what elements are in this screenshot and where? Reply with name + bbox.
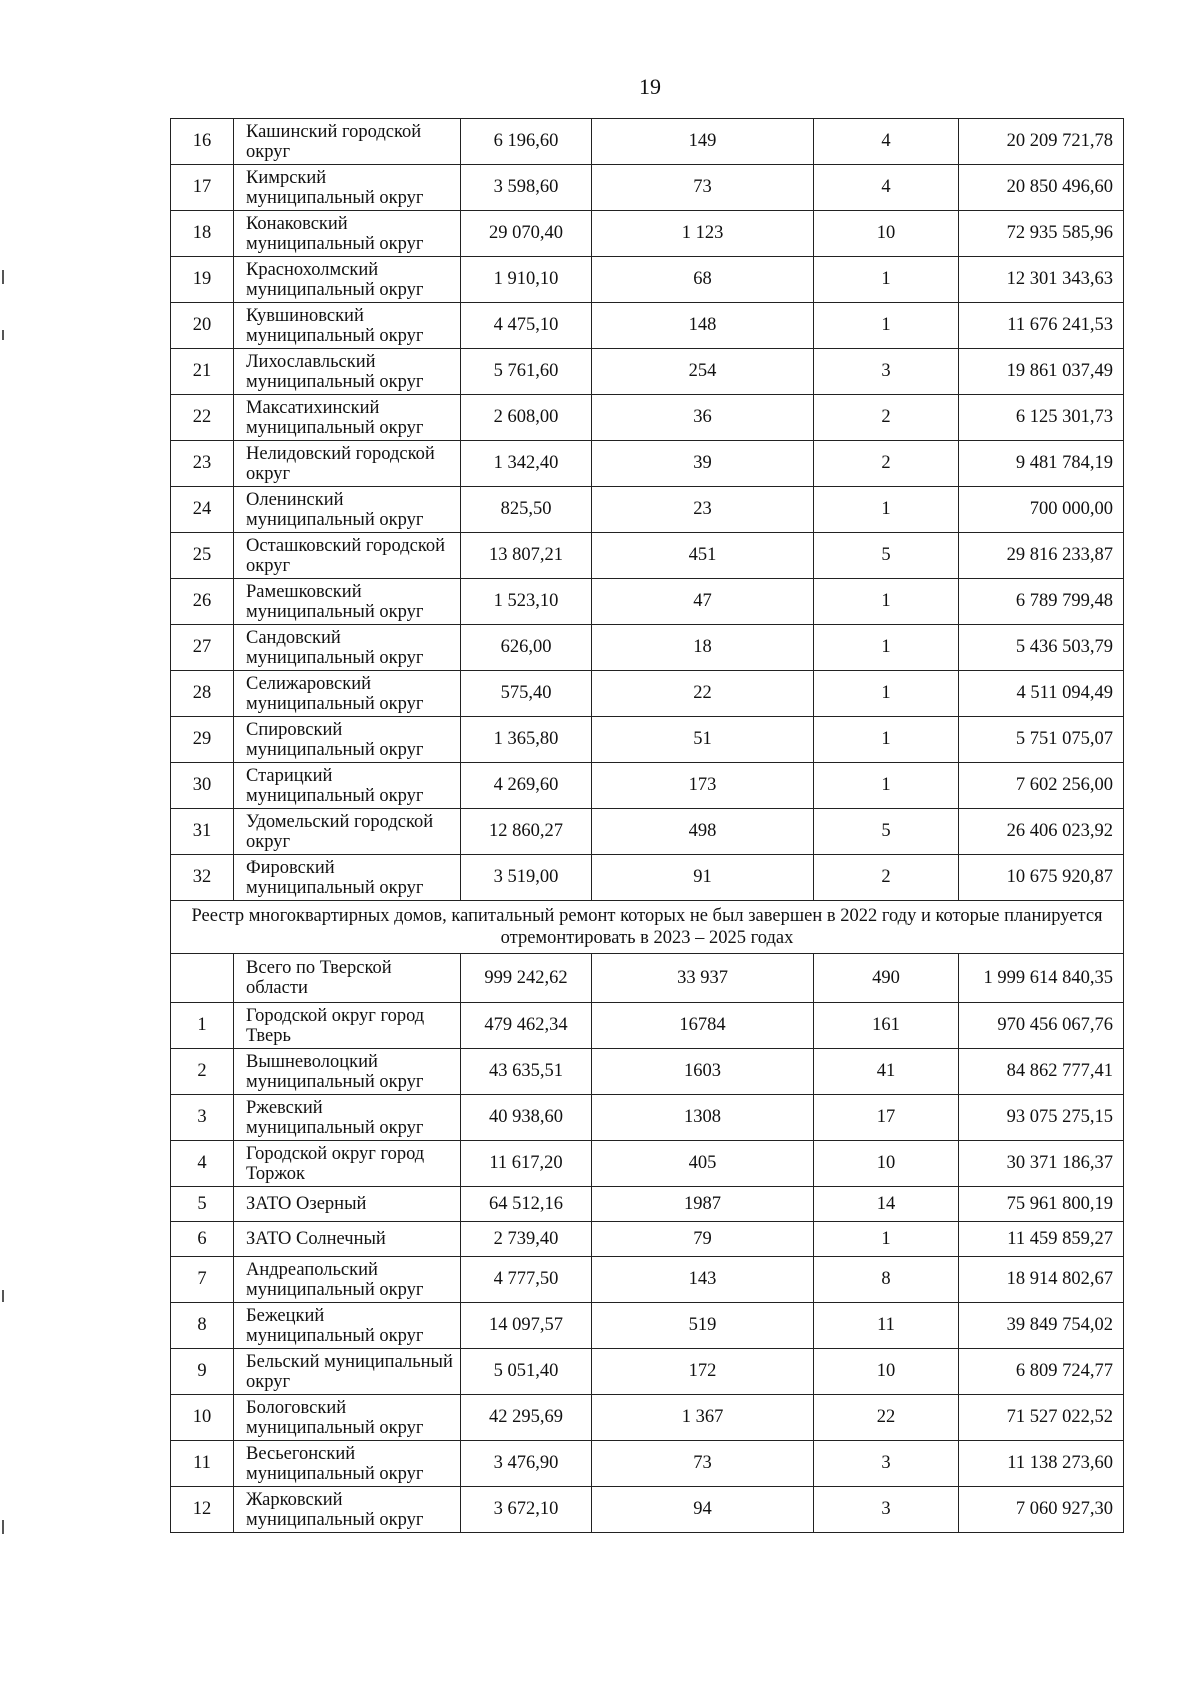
row-number: 11 — [171, 1441, 234, 1487]
district-name: Городской округ город Торжок — [234, 1141, 461, 1187]
registry-table — [170, 118, 1124, 1533]
row-number: 2 — [171, 1049, 234, 1095]
houses-value: 22 — [814, 1395, 959, 1441]
houses-value: 1 — [814, 671, 959, 717]
row-number: 20 — [171, 303, 234, 349]
area-value: 14 097,57 — [461, 1303, 592, 1349]
area-value: 11 617,20 — [461, 1141, 592, 1187]
cost-value: 5 751 075,07 — [959, 717, 1124, 763]
table-row — [171, 257, 1124, 303]
cost-value: 970 456 067,76 — [959, 1003, 1124, 1049]
row-number: 25 — [171, 533, 234, 579]
district-name: Фировский муниципальный округ — [234, 855, 461, 901]
people-value: 148 — [592, 303, 814, 349]
houses-value: 1 — [814, 763, 959, 809]
people-value: 73 — [592, 165, 814, 211]
area-value: 4 475,10 — [461, 303, 592, 349]
table-row — [171, 1141, 1124, 1187]
row-number: 21 — [171, 349, 234, 395]
table-row — [171, 763, 1124, 809]
district-name: Оленинский муниципальный округ — [234, 487, 461, 533]
area-value: 5 761,60 — [461, 349, 592, 395]
cost-value: 12 301 343,63 — [959, 257, 1124, 303]
area-value: 42 295,69 — [461, 1395, 592, 1441]
people-value: 68 — [592, 257, 814, 303]
cost-value: 71 527 022,52 — [959, 1395, 1124, 1441]
houses-value: 4 — [814, 165, 959, 211]
people-value: 39 — [592, 441, 814, 487]
houses-value: 3 — [814, 349, 959, 395]
cost-value: 20 850 496,60 — [959, 165, 1124, 211]
area-value: 999 242,62 — [461, 954, 592, 1003]
district-name: Вышневолоцкий муниципальный округ — [234, 1049, 461, 1095]
table-body-bottom — [171, 1003, 1124, 1533]
area-value: 3 476,90 — [461, 1441, 592, 1487]
table-row — [171, 579, 1124, 625]
row-number: 19 — [171, 257, 234, 303]
people-value: 173 — [592, 763, 814, 809]
houses-value: 5 — [814, 533, 959, 579]
houses-value: 161 — [814, 1003, 959, 1049]
table-row — [171, 487, 1124, 533]
table-row — [171, 625, 1124, 671]
houses-value: 1 — [814, 625, 959, 671]
table-row — [171, 303, 1124, 349]
district-name: Ржевский муниципальный округ — [234, 1095, 461, 1141]
area-value: 1 910,10 — [461, 257, 592, 303]
total-row — [171, 954, 1124, 1003]
row-number: 29 — [171, 717, 234, 763]
people-value: 1308 — [592, 1095, 814, 1141]
people-value: 498 — [592, 809, 814, 855]
district-name: Спировский муниципальный округ — [234, 717, 461, 763]
margin-mark — [2, 330, 4, 340]
cost-value: 18 914 802,67 — [959, 1257, 1124, 1303]
district-name: Жарковский муниципальный округ — [234, 1487, 461, 1533]
area-value: 4 269,60 — [461, 763, 592, 809]
district-name: Максатихинский муниципальный округ — [234, 395, 461, 441]
table-body-top — [171, 119, 1124, 901]
area-value: 479 462,34 — [461, 1003, 592, 1049]
cost-value: 11 138 273,60 — [959, 1441, 1124, 1487]
people-value: 451 — [592, 533, 814, 579]
district-name: ЗАТО Солнечный — [234, 1222, 461, 1257]
table-row — [171, 1222, 1124, 1257]
district-name: Осташковский городской округ — [234, 533, 461, 579]
people-value: 172 — [592, 1349, 814, 1395]
margin-mark — [2, 1290, 4, 1302]
table-row — [171, 395, 1124, 441]
table-row — [171, 533, 1124, 579]
houses-value: 17 — [814, 1095, 959, 1141]
row-number: 9 — [171, 1349, 234, 1395]
cost-value: 72 935 585,96 — [959, 211, 1124, 257]
people-value: 51 — [592, 717, 814, 763]
houses-value: 1 — [814, 487, 959, 533]
row-number: 5 — [171, 1187, 234, 1222]
table-row — [171, 671, 1124, 717]
table-row — [171, 1187, 1124, 1222]
table-row — [171, 165, 1124, 211]
cost-value: 93 075 275,15 — [959, 1095, 1124, 1141]
area-value: 12 860,27 — [461, 809, 592, 855]
district-name: Андреапольский муниципальный округ — [234, 1257, 461, 1303]
houses-value: 3 — [814, 1487, 959, 1533]
district-name: Нелидовский городской округ — [234, 441, 461, 487]
table-row — [171, 855, 1124, 901]
houses-value: 4 — [814, 119, 959, 165]
page-number: 19 — [639, 74, 661, 99]
area-value: 64 512,16 — [461, 1187, 592, 1222]
margin-mark — [2, 1520, 4, 1534]
area-value: 2 608,00 — [461, 395, 592, 441]
table-row — [171, 1395, 1124, 1441]
area-value: 5 051,40 — [461, 1349, 592, 1395]
row-number: 12 — [171, 1487, 234, 1533]
district-name: Старицкий муниципальный округ — [234, 763, 461, 809]
people-value: 33 937 — [592, 954, 814, 1003]
area-value: 4 777,50 — [461, 1257, 592, 1303]
houses-value: 490 — [814, 954, 959, 1003]
table-row — [171, 809, 1124, 855]
houses-value: 10 — [814, 211, 959, 257]
people-value: 23 — [592, 487, 814, 533]
houses-value: 1 — [814, 717, 959, 763]
margin-mark — [2, 270, 4, 284]
cost-value: 19 861 037,49 — [959, 349, 1124, 395]
row-number: 27 — [171, 625, 234, 671]
district-name: Кувшиновский муниципальный округ — [234, 303, 461, 349]
houses-value: 8 — [814, 1257, 959, 1303]
houses-value: 11 — [814, 1303, 959, 1349]
cost-value: 11 459 859,27 — [959, 1222, 1124, 1257]
district-name: Удомельский городской округ — [234, 809, 461, 855]
district-name: Конаковский муниципальный округ — [234, 211, 461, 257]
cost-value: 4 511 094,49 — [959, 671, 1124, 717]
district-name: Лихославльский муниципальный округ — [234, 349, 461, 395]
area-value: 825,50 — [461, 487, 592, 533]
cost-value: 9 481 784,19 — [959, 441, 1124, 487]
district-name: Селижаровский муниципальный округ — [234, 671, 461, 717]
cost-value: 29 816 233,87 — [959, 533, 1124, 579]
people-value: 94 — [592, 1487, 814, 1533]
row-number — [171, 954, 234, 1003]
area-value: 3 519,00 — [461, 855, 592, 901]
cost-value: 26 406 023,92 — [959, 809, 1124, 855]
cost-value: 6 789 799,48 — [959, 579, 1124, 625]
cost-value: 6 809 724,77 — [959, 1349, 1124, 1395]
area-value: 29 070,40 — [461, 211, 592, 257]
cost-value: 6 125 301,73 — [959, 395, 1124, 441]
area-value: 3 672,10 — [461, 1487, 592, 1533]
people-value: 254 — [592, 349, 814, 395]
cost-value: 10 675 920,87 — [959, 855, 1124, 901]
area-value: 40 938,60 — [461, 1095, 592, 1141]
cost-value: 30 371 186,37 — [959, 1141, 1124, 1187]
houses-value: 1 — [814, 579, 959, 625]
cost-value: 11 676 241,53 — [959, 303, 1124, 349]
houses-value: 1 — [814, 1222, 959, 1257]
row-number: 6 — [171, 1222, 234, 1257]
row-number: 23 — [171, 441, 234, 487]
row-number: 30 — [171, 763, 234, 809]
cost-value: 7 602 256,00 — [959, 763, 1124, 809]
houses-value: 2 — [814, 441, 959, 487]
row-number: 24 — [171, 487, 234, 533]
area-value: 43 635,51 — [461, 1049, 592, 1095]
area-value: 13 807,21 — [461, 533, 592, 579]
area-value: 1 342,40 — [461, 441, 592, 487]
table-row — [171, 1095, 1124, 1141]
row-number: 3 — [171, 1095, 234, 1141]
area-value: 1 523,10 — [461, 579, 592, 625]
people-value: 79 — [592, 1222, 814, 1257]
district-name: Городской округ город Тверь — [234, 1003, 461, 1049]
people-value: 405 — [592, 1141, 814, 1187]
area-value: 6 196,60 — [461, 119, 592, 165]
district-name: Кашинский городской округ — [234, 119, 461, 165]
table-row — [171, 441, 1124, 487]
area-value: 626,00 — [461, 625, 592, 671]
people-value: 143 — [592, 1257, 814, 1303]
table-row — [171, 1049, 1124, 1095]
table-row — [171, 1349, 1124, 1395]
houses-value: 1 — [814, 257, 959, 303]
row-number: 1 — [171, 1003, 234, 1049]
district-name: Бологовский муниципальный округ — [234, 1395, 461, 1441]
area-value: 2 739,40 — [461, 1222, 592, 1257]
row-number: 22 — [171, 395, 234, 441]
section-heading-body — [171, 901, 1124, 1003]
district-name: Рамешковский муниципальный округ — [234, 579, 461, 625]
people-value: 16784 — [592, 1003, 814, 1049]
row-number: 26 — [171, 579, 234, 625]
people-value: 47 — [592, 579, 814, 625]
row-number: 10 — [171, 1395, 234, 1441]
houses-value: 10 — [814, 1141, 959, 1187]
people-value: 22 — [592, 671, 814, 717]
area-value: 3 598,60 — [461, 165, 592, 211]
district-name: ЗАТО Озерный — [234, 1187, 461, 1222]
section-heading-row — [171, 901, 1124, 954]
table-row — [171, 211, 1124, 257]
table-row — [171, 119, 1124, 165]
table-row — [171, 1003, 1124, 1049]
houses-value: 1 — [814, 303, 959, 349]
table-row — [171, 349, 1124, 395]
row-number: 28 — [171, 671, 234, 717]
cost-value: 5 436 503,79 — [959, 625, 1124, 671]
table-row — [171, 1487, 1124, 1533]
district-name: Сандовский муниципальный округ — [234, 625, 461, 671]
district-name: Бежецкий муниципальный округ — [234, 1303, 461, 1349]
people-value: 1987 — [592, 1187, 814, 1222]
row-number: 4 — [171, 1141, 234, 1187]
table-row — [171, 1257, 1124, 1303]
section-heading: Реестр многоквартирных домов, капитальный ремонт которых не был завершен в 2022 году и которые планируется отремонтировать в 2023 – 2025 годах — [171, 901, 1124, 954]
people-value: 1 367 — [592, 1395, 814, 1441]
cost-value: 20 209 721,78 — [959, 119, 1124, 165]
cost-value: 7 060 927,30 — [959, 1487, 1124, 1533]
people-value: 18 — [592, 625, 814, 671]
row-number: 18 — [171, 211, 234, 257]
district-name: Кимрский муниципальный округ — [234, 165, 461, 211]
cost-value: 700 000,00 — [959, 487, 1124, 533]
row-number: 32 — [171, 855, 234, 901]
people-value: 1 123 — [592, 211, 814, 257]
area-value: 575,40 — [461, 671, 592, 717]
cost-value: 84 862 777,41 — [959, 1049, 1124, 1095]
cost-value: 1 999 614 840,35 — [959, 954, 1124, 1003]
row-number: 16 — [171, 119, 234, 165]
district-name: Краснохолмский муниципальный округ — [234, 257, 461, 303]
row-number: 8 — [171, 1303, 234, 1349]
houses-value: 10 — [814, 1349, 959, 1395]
houses-value: 2 — [814, 855, 959, 901]
table-row — [171, 1303, 1124, 1349]
people-value: 36 — [592, 395, 814, 441]
people-value: 149 — [592, 119, 814, 165]
district-name: Бельский муниципальный округ — [234, 1349, 461, 1395]
area-value: 1 365,80 — [461, 717, 592, 763]
houses-value: 14 — [814, 1187, 959, 1222]
houses-value: 41 — [814, 1049, 959, 1095]
houses-value: 5 — [814, 809, 959, 855]
cost-value: 75 961 800,19 — [959, 1187, 1124, 1222]
people-value: 73 — [592, 1441, 814, 1487]
houses-value: 3 — [814, 1441, 959, 1487]
houses-value: 2 — [814, 395, 959, 441]
people-value: 1603 — [592, 1049, 814, 1095]
district-name: Всего по Тверской области — [234, 954, 461, 1003]
row-number: 7 — [171, 1257, 234, 1303]
people-value: 91 — [592, 855, 814, 901]
table-row — [171, 717, 1124, 763]
row-number: 31 — [171, 809, 234, 855]
people-value: 519 — [592, 1303, 814, 1349]
row-number: 17 — [171, 165, 234, 211]
cost-value: 39 849 754,02 — [959, 1303, 1124, 1349]
district-name: Весьегонский муниципальный округ — [234, 1441, 461, 1487]
table-row — [171, 1441, 1124, 1487]
